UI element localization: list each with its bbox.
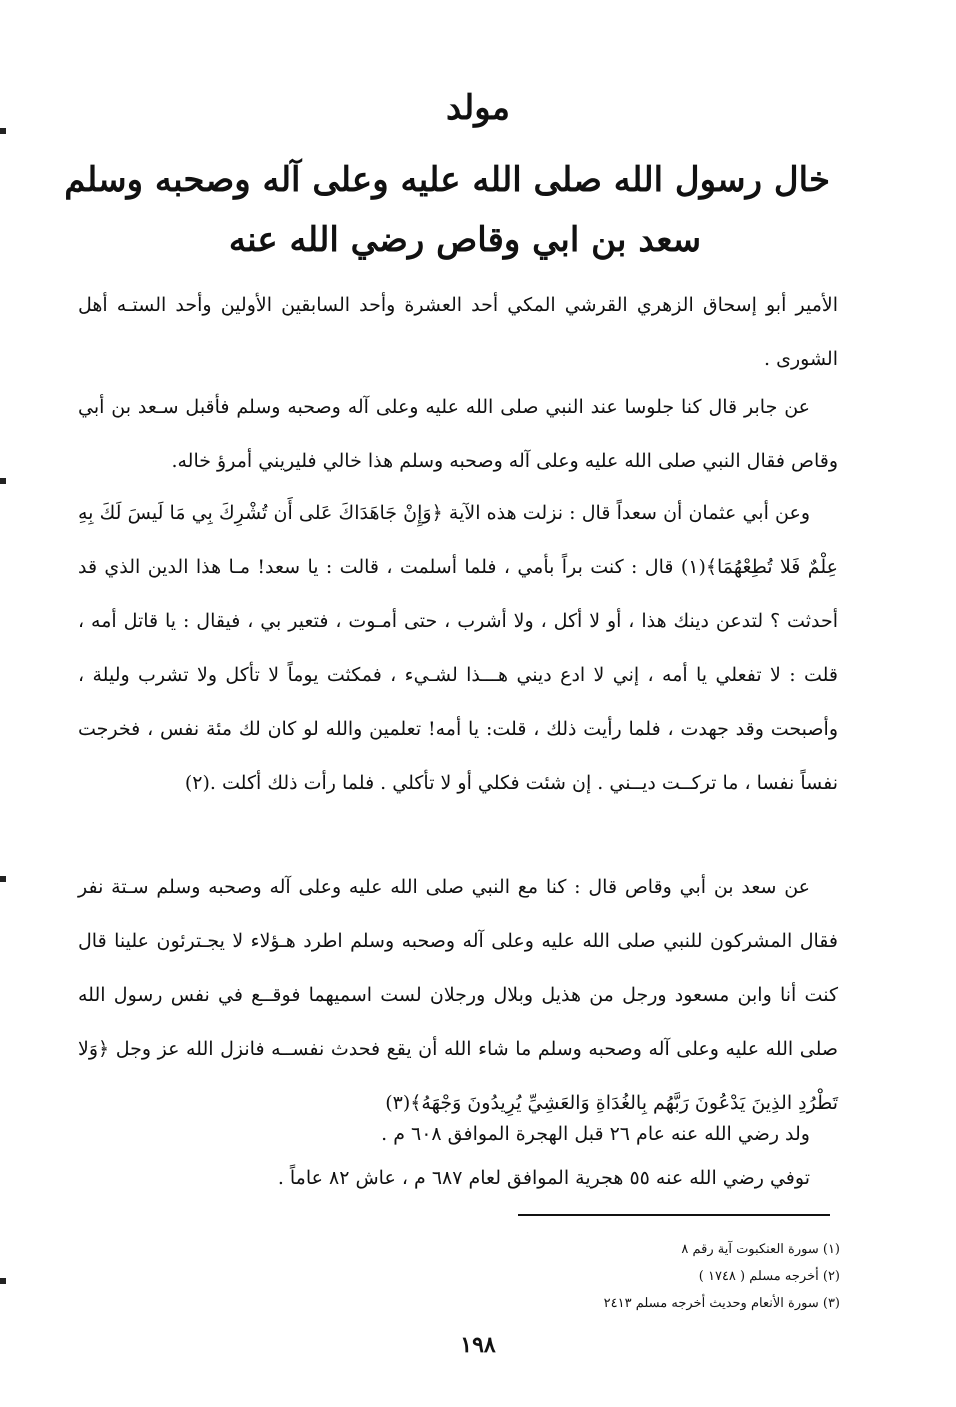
paragraph-jabir: عن جابر قال كنا جلوسا عند النبي صلى الله عليه وعلى آله وصحبه وسلم فأقبل سـعد بن أبي وقاص فقال النبي صلى الله عليه وعلى آله وصحبه وسلم هذا خالي فليريني أمرؤ خاله. [78,396,838,472]
scan-edge-mark [0,1278,6,1284]
footnote-3: (٣) سورة الأنعام وحديث أخرجه مسلم ٢٤١٣ [603,1296,840,1311]
scan-edge-mark [0,876,6,882]
scan-edge-mark [0,478,6,484]
footnotes [420,1236,840,1317]
scan-edge-mark [0,128,6,134]
body-paragraph [78,486,838,810]
footnote-1: (١) سورة العنكبوت آية رقم ٨ [681,1242,840,1257]
paragraph-birth: ولد رضي الله عنه عام ٢٦ قبل الهجرة الموافق ٦٠٨ م . [381,1123,810,1145]
body-paragraph [78,278,838,386]
section-subtitle-line-1: خال رسول الله صلى الله عليه وعلى آله وصحبه وسلم [64,160,830,200]
paragraph-death: توفي رضي الله عنه ٥٥ هجرية الموافق لعام ٦٨٧ م ، عاش ٨٢ عاماً . [277,1167,810,1189]
body-paragraph [78,860,838,1130]
paragraph-intro: الأمير أبو إسحاق الزهري القرشي المكي أحد العشرة وأحد السابقين الأولين وأحد الستـه أهل الشورى . [78,294,838,370]
page-number: ١٩٨ [460,1332,496,1358]
section-subtitle-line-2: سعد بن ابي وقاص رضي الله عنه [228,220,702,260]
paragraph-abu-uthman: وعن أبي عثمان أن سعداً قال : نزلت هذه الآية ﴿وَإِنْ جَاهَدَاكَ عَلى أَن تُشْرِكَ بِي مَا لَيسَ لَكَ بِهِ عِلْمٌ فَلا تُطِعْهُمَا﴾(١) قال : كنت براً بأمي ، فلما أسلمت ، قالت : يا سعد! مـا هذا الدين الذي قد أحدثت ؟ لتدعن دينك هذا ، أو لا أكل ، ولا أشرب ، حتى أمـوت ، فتعير بي ، فيقال : يا قاتل أمه ، قلت : لا تفعلي يا أمه ، إني لا ادع ديني هـــذا لشـيء ، فمكثت يوماً لا تأكل ولا تشرب وليلة ، وأصبحت وقد جهدت ، فلما رأيت ذلك ، قلت: يا أمه! تعلمين والله لو كان لك مئة نفس ، فخرجت نفساً نفسا ، ما تركــت ديــني . إن شئت فكلي أو لا تأكلي . فلما رأت ذلك أكلت .(٢) [78,502,839,794]
body-paragraph [78,380,838,488]
body-paragraph [78,1112,838,1200]
footnote-divider [518,1214,830,1216]
section-title: مولد [446,88,510,128]
paragraph-saad: عن سعد بن أبي وقاص قال : كنا مع النبي صلى الله عليه وعلى آله وصحبه وسلم سـتة نفر فقال المشركون للنبي صلى الله عليه وعلى آله وصحبه وسلم اطرد هـؤلاء لا يجـترئون علينا قال كنت أنا وابن مسعود ورجل من هذيل وبلال ورجلان لست اسميهما فوقــع في نفس رسول الله صلى الله عليه وعلى آله وصحبه وسلم ما شاء الله أن يقع فحدث نفســه فانزل الله عز وجل ﴿وَلا تَطْرُدِ الذِينَ يَدْعُونَ رَبَّهُم بِالغُدَاةِ وَالعَشِيِّ يُرِيدُونَ وَجْهَهُ﴾(٣) [78,876,838,1114]
footnote-2: (٢) أخرجه مسلم ( ١٧٤٨ ) [698,1269,840,1284]
